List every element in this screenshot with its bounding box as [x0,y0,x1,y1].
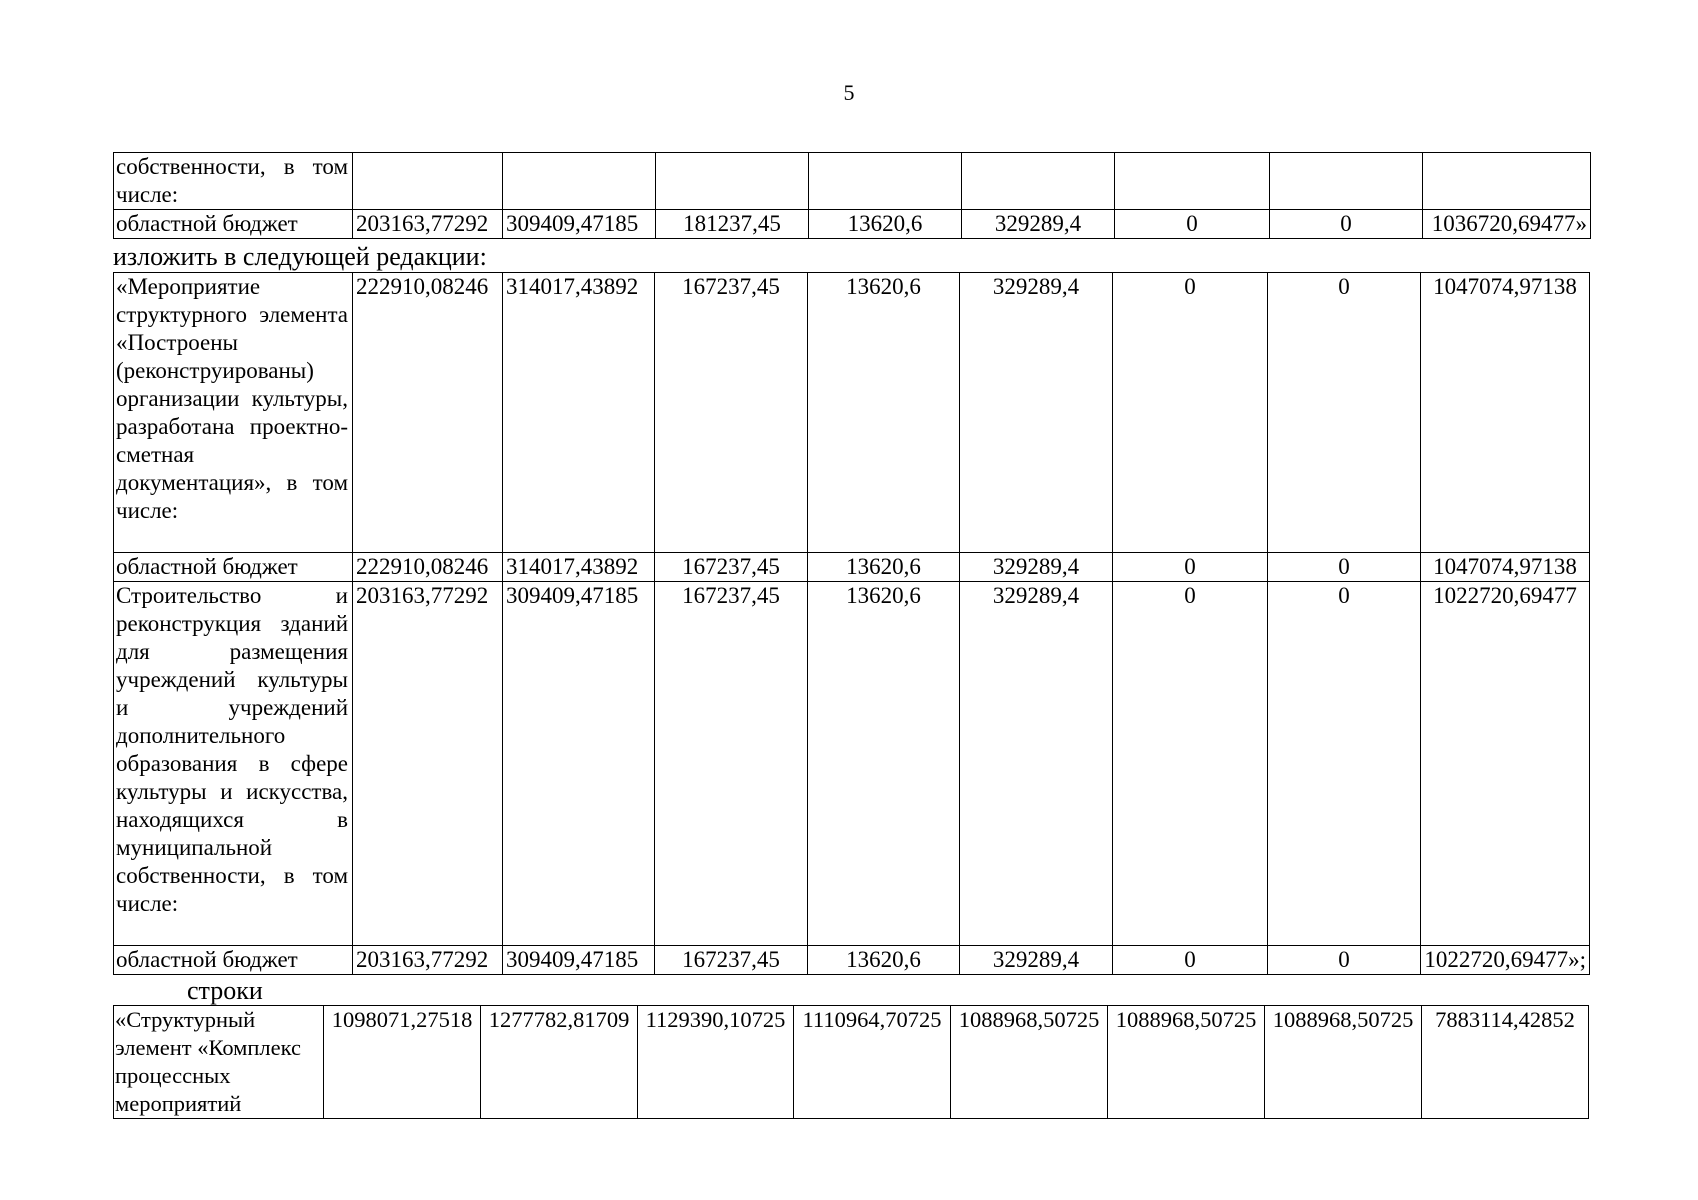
value-cell: 1036720,69477» [1423,210,1591,239]
value-cell: 167237,45 [655,946,808,975]
value-cell: 0 [1113,582,1268,946]
row-description: «Мероприятие структурного элемента «Построены (реконструированы) организации культуры, разработана проектно-сметная документация», в том числе: [114,273,353,553]
rows-table [113,1005,1589,1119]
value-cell: 203163,77292 [353,582,503,946]
value-cell [1423,153,1591,210]
row-description: областной бюджет [114,210,353,239]
value-cell: 0 [1113,273,1268,553]
value-cell: 0 [1270,210,1423,239]
new-wording-table [113,272,1590,975]
value-cell: 203163,77292 [353,210,503,239]
value-cell: 1088968,50725 [951,1006,1108,1119]
value-cell: 329289,4 [960,946,1113,975]
row-description: собственности, в том числе: [114,153,353,210]
edit-instruction: изложить в следующей редакции: [113,242,487,271]
value-cell: 0 [1268,273,1421,553]
row-description: «Структурный элемент «Комплекс процессных мероприятий [114,1006,324,1119]
table-row [114,153,1591,210]
value-cell: 167237,45 [655,553,808,582]
value-cell: 329289,4 [962,210,1115,239]
row-description: областной бюджет [114,553,353,582]
value-cell: 203163,77292 [353,946,503,975]
value-cell [809,153,962,210]
value-cell: 329289,4 [960,273,1113,553]
value-cell: 1110964,70725 [794,1006,951,1119]
rows-label: строки [187,976,263,1005]
value-cell: 0 [1268,553,1421,582]
value-cell: 0 [1113,946,1268,975]
page-number: 5 [843,80,855,105]
table-row [114,1006,1589,1119]
row-description: областной бюджет [114,946,353,975]
value-cell: 0 [1113,553,1268,582]
value-cell [656,153,809,210]
value-cell: 1047074,97138 [1421,553,1590,582]
value-cell: 1022720,69477»; [1421,946,1590,975]
value-cell: 1098071,27518 [324,1006,481,1119]
value-cell: 309409,47185 [503,210,656,239]
value-cell: 329289,4 [960,582,1113,946]
value-cell: 1277782,81709 [481,1006,638,1119]
value-cell: 1088968,50725 [1108,1006,1265,1119]
value-cell [503,153,656,210]
value-cell: 0 [1115,210,1270,239]
table-row [114,210,1591,239]
value-cell: 329289,4 [960,553,1113,582]
value-cell: 309409,47185 [503,582,655,946]
row-description: Строительство и реконструкция зданий для размещения учреждений культуры и учреждений дополнительного образования в сфере культуры и искусства, находящихся в муниципальной собственности, в том числе: [114,582,353,946]
value-cell [353,153,503,210]
value-cell: 314017,43892 [503,273,655,553]
value-cell: 314017,43892 [503,553,655,582]
value-cell: 167237,45 [655,582,808,946]
value-cell: 181237,45 [656,210,809,239]
value-cell: 1088968,50725 [1265,1006,1422,1119]
value-cell: 0 [1268,582,1421,946]
value-cell [1115,153,1270,210]
value-cell: 1022720,69477 [1421,582,1590,946]
table-row [114,582,1590,946]
value-cell: 167237,45 [655,273,808,553]
value-cell: 13620,6 [808,582,960,946]
value-cell [1270,153,1423,210]
value-cell: 222910,08246 [353,273,503,553]
value-cell: 1047074,97138 [1421,273,1590,553]
value-cell: 0 [1268,946,1421,975]
table-row [114,553,1590,582]
value-cell: 13620,6 [808,946,960,975]
old-wording-table [113,152,1591,239]
table-row [114,273,1590,553]
value-cell: 13620,6 [809,210,962,239]
value-cell: 1129390,10725 [638,1006,794,1119]
value-cell: 309409,47185 [503,946,655,975]
value-cell: 13620,6 [808,273,960,553]
value-cell [962,153,1115,210]
value-cell: 13620,6 [808,553,960,582]
value-cell: 7883114,42852 [1422,1006,1589,1119]
value-cell: 222910,08246 [353,553,503,582]
table-row [114,946,1590,975]
